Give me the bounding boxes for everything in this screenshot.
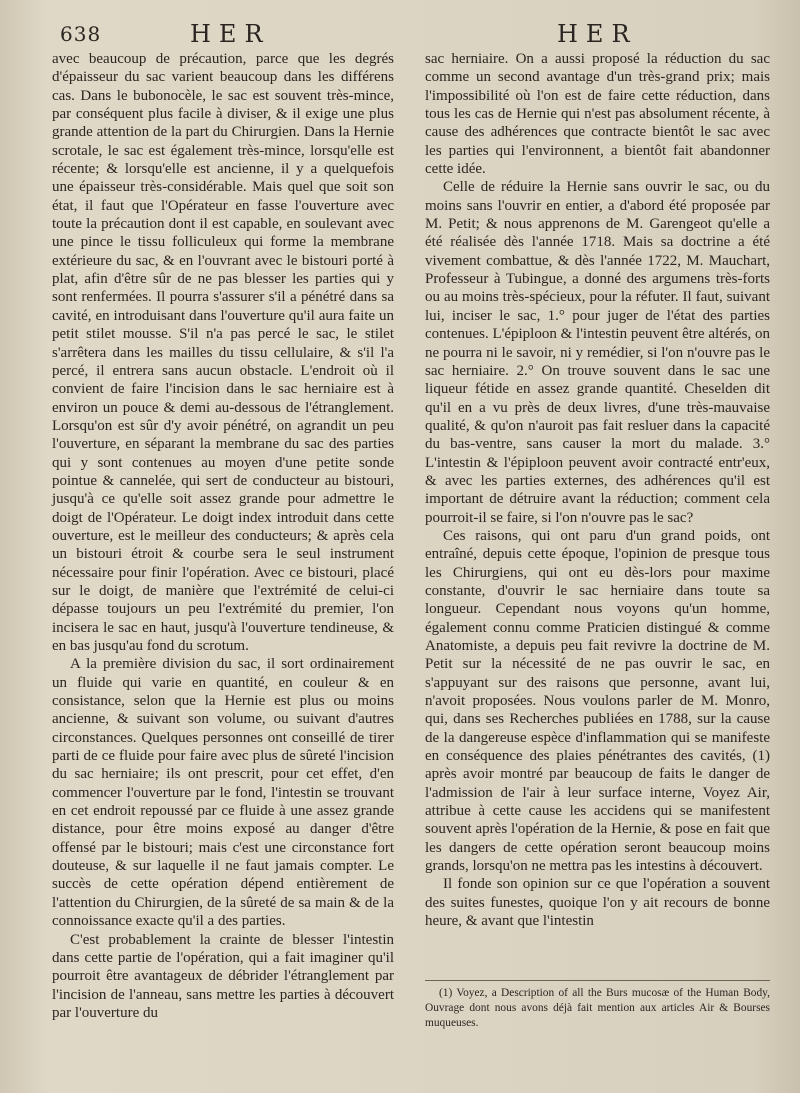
paragraph: C'est probablement la crainte de blesser l'intestin dans cette partie de l'opération, qui a fait imaginer qu'il pourroit être avantageux de débrider l'étranglement par l'incision de l'anneau, sans mettre les parties à découvert par l'ouverture du — [52, 931, 394, 1021]
paragraph: avec beaucoup de précaution, parce que les degrés d'épaisseur du sac varient beaucoup dans les différens cas. Dans le bubonocèle, le sac est souvent très-mince, par conséquent plus facile à diviser, & il exige une plus grande attention de la part du Chirurgien. Dans la Hernie scrotale, le sac est également très-mince, lorsqu'elle est récente; & lorsqu'elle est ancienne, il y a quelquefois une épaisseur très-considérable. Mais quel que soit son état, il faut que l'Opérateur en fasse l'ouverture avec toute la précaution dont il est capable, en soulevant avec une pince le tissu folliculeux qui forme la membrane extérieure du sac, & en l'ouvrant avec le bistouri porté à plat, afin d'être sûr de ne pas blesser les parties qui y sont renfermées. Il pourra s'assurer s'il a pénétré dans sa cavité, en introduisant dans l'ouverture qu'il aura faite un petit stilet mousse. S'il n'a pas percé le sac, le stilet s'arrêtera dans les mailles du tissu cellulaire, & s'il l'a percé, il entrera sans aucun obstacle. L'endroit où il convient de faire l'incision dans le sac herniaire est à environ un pouce & demi au-dessous de l'étranglement. Lorsqu'on est sûr d'y avoir pénétré, on agrandit un peu l'ouverture, en séparant la membrane du sac des parties qui y sont contenues au moyen d'une petite sonde pointue & cannelée, qui sert de conducteur au bistouri, jusqu'à ce qu'elle soit assez grande pour admettre le doigt de l'Opérateur. Le doigt index introduit dans cette ouverture, est le meilleur des conducteurs; & après cela un bistouri étroit & courbe sera le seul instrument nécessaire pour finir l'opération. Avec ce bistouri, placé sur le doigt, de manière que l'extrémité de celui-ci dépasse toujours un peu l'extrémité du premier, l'on incisera le sac en haut, jusqu'à l'ouverture tendineuse, & en bas jusqu'au fond du scrotum. — [52, 51, 394, 654]
footnote: (1) Voyez, a Description of all the Burs mucosæ of the Human Body, Ouvrage dont nous avons déjà fait mention aux articles Air & Bourses muqueuses. — [425, 987, 770, 1029]
running-head-left: HER — [190, 20, 271, 48]
paragraph: sac herniaire. On a aussi proposé la réduction du sac comme un second avantage d'un très-grand prix; mais l'impossibilité où l'on est de faire cette réduction, dans tous les cas de Hernie qui n'est pas absolument récente, à cause des adhérences que contracte bientôt le sac avec les parties qui l'environnent, a bientôt fait abandonner cette idée. — [425, 51, 770, 178]
page-header — [0, 18, 800, 50]
paragraph: Il fonde son opinion sur ce que l'opération a souvent des suites funestes, quoique l'on y ait recours de bonne heure, & avant que l'intestin — [425, 876, 770, 930]
paragraph: A la première division du sac, il sort ordinairement un fluide qui varie en quantité, en couleur & en consistance, selon que la Hernie est plus ou moins ancienne, & suivant son volume, ou suivant d'autres circonstances. Quelques personnes ont conseillé de tirer parti de ce fluide pour faire avec plus de sûreté l'incision du sac herniaire; ils ont prescrit, pour cet effet, d'en commencer l'ouverture par le fond, l'intestin se trouvant en cet endroit repoussé par ce fluide à une assez grande distance, pour être moins exposé au danger d'être offensé par le bistouri; mais c'est une circonstance fort douteuse, & sur laquelle il ne faut jamais compter. Le succès de cette opération dépend entièrement de l'attention du Chirurgien, de la sûreté de sa main & de la connoissance exacte qu'il a des parties. — [52, 656, 394, 930]
running-head-right: HER — [557, 20, 638, 48]
paragraph: Celle de réduire la Hernie sans ouvrir le sac, ou du moins sans l'ouvrir en entier, a d'abord été proposée par M. Petit; & nous apprenons de M. Garengeot qu'elle a été réalisée dès l'année 1718. Mais sa doctrine a été vivement combattue, & dès l'année 1722, M. Mauchart, Professeur à Tubingue, a donné des argumens très-forts ou au moins très-spécieux, pour la réfuter. Il faut, suivant lui, inciser le sac, 1.° pour juger de l'état des parties contenues. L'épiploon & l'intestin peuvent être altérés, on ne pourra ni le savoir, ni y remédier, si l'on n'ouvre pas le sac herniaire. 2.° On trouve souvent dans le sac une liqueur fétide en assez grande quantité. Cheselden dit qu'il en a vu près de deux livres, d'une très-mauvaise qualité, & qu'on n'auroit pas fait resluer dans la capacité du bas-ventre, sans causer la mort du malade. 3.° L'intestin & l'épiploon peuvent avoir contracté entr'eux, & avec les parties externes, des adhérences qu'il est important de détruire avant la réduction; comment cela pourroit-il se faire, si l'on n'ouvre pas le sac? — [425, 179, 770, 526]
footnote-rule — [425, 980, 770, 981]
paragraph: Ces raisons, qui ont paru d'un grand poids, ont entraîné, depuis cette époque, l'opinion de presque tous les Chirurgiens, qui ont eu dès-lors pour maxime constante, d'ouvrir le sac herniaire dans toute sa longueur. Cependant nous voyons qu'un homme, également connu comme Praticien distingué & comme Anatomiste, a depuis peu fait revivre la doctrine de M. Petit sur la nécessité de ne pas ouvrir le sac, en s'appuyant sur des raisons que personne, avant lui, n'avoit proposées. Nous voulons parler de M. Monro, qui, dans ses Recherches publiées en 1788, sur la cause de la dangereuse espèce d'inflammation qui se manifeste en conséquence des plaies pénétrantes des cavités, (1) après avoir montré par beaucoup de faits le danger de l'admission de l'air à leur surface interne, Voyez Air, attribue à cette cause les accidens qui se manifestent souvent après l'opération de la Hernie, & pose en fait que les dangers de cette opération seront beaucoup moins grands, lorsqu'on ne mettra pas les intestins à découvert. — [425, 527, 770, 875]
left-column — [52, 50, 394, 1035]
page-number: 638 — [60, 22, 102, 46]
right-column — [425, 50, 770, 978]
